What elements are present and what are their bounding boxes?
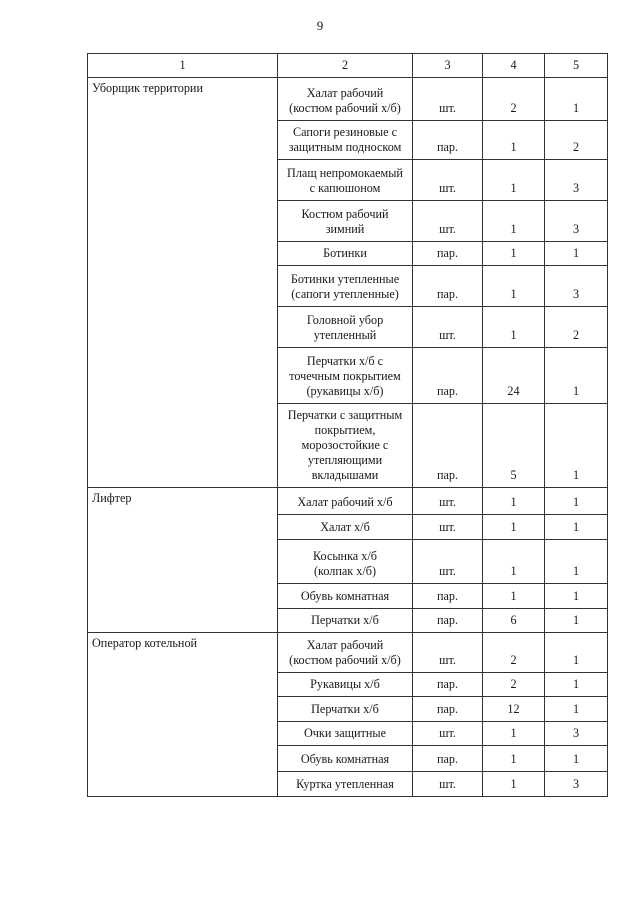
unit-cell: пар. — [413, 746, 483, 772]
unit-cell: пар. — [413, 673, 483, 697]
role-cell: Уборщик территории — [88, 78, 278, 488]
term-cell: 1 — [545, 78, 608, 121]
quantity-cell: 24 — [483, 348, 545, 404]
quantity-cell: 1 — [483, 121, 545, 160]
item-cell: Куртка утепленная — [278, 772, 413, 797]
item-cell: Ботинки утепленные (сапоги утепленные) — [278, 266, 413, 307]
term-cell: 1 — [545, 746, 608, 772]
quantity-cell: 1 — [483, 307, 545, 348]
unit-cell: пар. — [413, 242, 483, 266]
item-cell: Очки защитные — [278, 722, 413, 746]
term-cell: 1 — [545, 242, 608, 266]
quantity-cell: 1 — [483, 772, 545, 797]
quantity-cell: 2 — [483, 633, 545, 673]
quantity-cell: 2 — [483, 673, 545, 697]
header-cell: 1 — [88, 54, 278, 78]
ppe-table — [87, 53, 608, 797]
unit-cell: шт. — [413, 78, 483, 121]
item-cell: Рукавицы х/б — [278, 673, 413, 697]
item-cell: Плащ непромокаемый с капюшоном — [278, 160, 413, 201]
unit-cell: шт. — [413, 307, 483, 348]
term-cell: 3 — [545, 772, 608, 797]
term-cell: 3 — [545, 201, 608, 242]
item-cell: Сапоги резиновые с защитным подноском — [278, 121, 413, 160]
term-cell: 3 — [545, 160, 608, 201]
term-cell: 1 — [545, 348, 608, 404]
header-cell: 4 — [483, 54, 545, 78]
item-cell: Перчатки с защитным покрытием, морозостойкие с утепляющими вкладышами — [278, 404, 413, 488]
unit-cell: пар. — [413, 121, 483, 160]
quantity-cell: 2 — [483, 78, 545, 121]
table-row — [88, 78, 608, 121]
item-cell: Перчатки х/б — [278, 697, 413, 722]
quantity-cell: 12 — [483, 697, 545, 722]
quantity-cell: 1 — [483, 722, 545, 746]
term-cell: 1 — [545, 584, 608, 609]
unit-cell: шт. — [413, 633, 483, 673]
term-cell: 1 — [545, 697, 608, 722]
unit-cell: шт. — [413, 488, 483, 515]
unit-cell: пар. — [413, 266, 483, 307]
term-cell: 2 — [545, 121, 608, 160]
unit-cell: шт. — [413, 201, 483, 242]
header-cell: 2 — [278, 54, 413, 78]
unit-cell: пар. — [413, 697, 483, 722]
item-cell: Перчатки х/б — [278, 609, 413, 633]
unit-cell: пар. — [413, 348, 483, 404]
unit-cell: шт. — [413, 515, 483, 540]
unit-cell: пар. — [413, 609, 483, 633]
quantity-cell: 1 — [483, 242, 545, 266]
quantity-cell: 1 — [483, 266, 545, 307]
page-number: 9 — [316, 18, 324, 33]
term-cell: 1 — [545, 515, 608, 540]
role-cell: Оператор котельной — [88, 633, 278, 797]
term-cell: 1 — [545, 609, 608, 633]
term-cell: 3 — [545, 266, 608, 307]
item-cell: Головной убор утепленный — [278, 307, 413, 348]
term-cell: 1 — [545, 673, 608, 697]
term-cell: 3 — [545, 722, 608, 746]
header-cell: 3 — [413, 54, 483, 78]
unit-cell: шт. — [413, 722, 483, 746]
quantity-cell: 6 — [483, 609, 545, 633]
quantity-cell: 1 — [483, 515, 545, 540]
table-row — [88, 488, 608, 515]
item-cell: Косынка х/б (колпак х/б) — [278, 540, 413, 584]
role-cell: Лифтер — [88, 488, 278, 633]
quantity-cell: 1 — [483, 746, 545, 772]
item-cell: Халат рабочий х/б — [278, 488, 413, 515]
term-cell: 1 — [545, 404, 608, 488]
term-cell: 1 — [545, 488, 608, 515]
quantity-cell: 1 — [483, 584, 545, 609]
quantity-cell: 1 — [483, 201, 545, 242]
header-cell: 5 — [545, 54, 608, 78]
header-row — [88, 54, 608, 78]
term-cell: 1 — [545, 633, 608, 673]
item-cell: Костюм рабочий зимний — [278, 201, 413, 242]
term-cell: 2 — [545, 307, 608, 348]
item-cell: Перчатки х/б с точечным покрытием (рукавицы х/б) — [278, 348, 413, 404]
quantity-cell: 5 — [483, 404, 545, 488]
item-cell: Обувь комнатная — [278, 746, 413, 772]
unit-cell: шт. — [413, 772, 483, 797]
item-cell: Обувь комнатная — [278, 584, 413, 609]
unit-cell: шт. — [413, 160, 483, 201]
unit-cell: шт. — [413, 540, 483, 584]
item-cell: Халат рабочий (костюм рабочий х/б) — [278, 78, 413, 121]
quantity-cell: 1 — [483, 160, 545, 201]
term-cell: 1 — [545, 540, 608, 584]
unit-cell: пар. — [413, 404, 483, 488]
item-cell: Халат х/б — [278, 515, 413, 540]
table-row — [88, 633, 608, 673]
unit-cell: пар. — [413, 584, 483, 609]
quantity-cell: 1 — [483, 540, 545, 584]
quantity-cell: 1 — [483, 488, 545, 515]
item-cell: Ботинки — [278, 242, 413, 266]
item-cell: Халат рабочий (костюм рабочий х/б) — [278, 633, 413, 673]
